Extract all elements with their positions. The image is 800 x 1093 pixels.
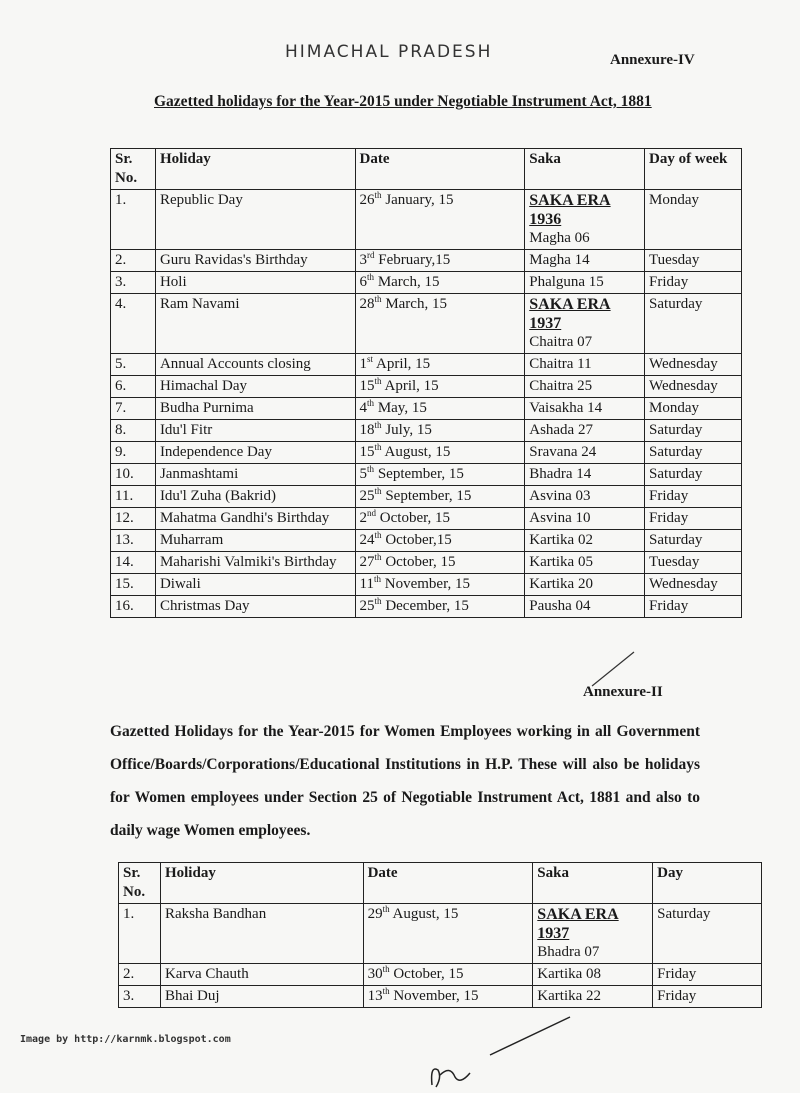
- date-month-year: October, 15: [381, 554, 456, 570]
- saka-cell: [525, 486, 645, 508]
- table-row: [111, 464, 742, 486]
- holiday-name: Maharishi Valmiki's Birthday: [155, 552, 355, 574]
- saka-date: Asvina 03: [529, 488, 591, 504]
- day-of-week: Saturday: [653, 904, 762, 964]
- date-day: 6: [359, 274, 368, 290]
- holiday-date: [355, 442, 525, 464]
- saka-era-label: SAKA ERA 1937: [537, 906, 619, 942]
- date-day: 3: [359, 252, 368, 268]
- date-suffix: th: [382, 986, 390, 996]
- date-month-year: May, 15: [374, 400, 427, 416]
- date-month-year: April, 15: [381, 378, 439, 394]
- holiday-name: Idu'l Fitr: [155, 420, 355, 442]
- date-day: 1: [359, 356, 368, 372]
- date-suffix: th: [374, 574, 382, 584]
- holiday-name: Annual Accounts closing: [155, 354, 355, 376]
- day-of-week: Saturday: [645, 530, 742, 552]
- day-of-week: Saturday: [645, 442, 742, 464]
- serial-number: 12.: [111, 508, 156, 530]
- holiday-name: Himachal Day: [155, 376, 355, 398]
- date-month-year: October,15: [381, 532, 452, 548]
- column-header: Day: [653, 863, 762, 904]
- table-row: [111, 596, 742, 618]
- holiday-name: Muharram: [155, 530, 355, 552]
- image-credit: Image by http://karnmk.blogspot.com: [20, 1034, 231, 1045]
- table-row: [111, 552, 742, 574]
- holiday-date: [355, 596, 525, 618]
- holiday-name: Janmashtami: [155, 464, 355, 486]
- saka-date: Pausha 04: [529, 598, 591, 614]
- holiday-date: [355, 376, 525, 398]
- date-month-year: July, 15: [381, 422, 432, 438]
- holiday-date: [355, 508, 525, 530]
- holiday-name: Ram Navami: [155, 294, 355, 354]
- table-row: [111, 250, 742, 272]
- date-day: 5: [359, 466, 368, 482]
- table-row: [111, 574, 742, 596]
- date-day: 25: [359, 598, 375, 614]
- saka-cell: [525, 294, 645, 354]
- saka-cell: [533, 986, 653, 1008]
- table-row: [111, 508, 742, 530]
- date-month-year: October, 15: [389, 966, 464, 982]
- day-of-week: Monday: [645, 190, 742, 250]
- holiday-date: [355, 530, 525, 552]
- table-row: [119, 986, 762, 1008]
- serial-number: 9.: [111, 442, 156, 464]
- holiday-name: Raksha Bandhan: [160, 904, 363, 964]
- saka-date: Magha 14: [529, 252, 590, 268]
- column-header: Saka: [525, 149, 645, 190]
- day-of-week: Friday: [645, 508, 742, 530]
- serial-number: 6.: [111, 376, 156, 398]
- serial-number: 10.: [111, 464, 156, 486]
- table-row: [111, 190, 742, 250]
- holiday-name: Mahatma Gandhi's Birthday: [155, 508, 355, 530]
- saka-date: Asvina 10: [529, 510, 591, 526]
- date-day: 27: [359, 554, 375, 570]
- date-day: 26: [359, 192, 375, 208]
- day-of-week: Friday: [645, 272, 742, 294]
- date-day: 11: [359, 576, 374, 592]
- date-month-year: February,15: [374, 252, 451, 268]
- holiday-date: [355, 398, 525, 420]
- day-of-week: Friday: [645, 596, 742, 618]
- saka-cell: [525, 398, 645, 420]
- handwritten-state-name: HIMACHAL PRADESH: [285, 42, 493, 62]
- table-row: [111, 398, 742, 420]
- holiday-date: [355, 294, 525, 354]
- pen-mark-icon: [590, 648, 640, 688]
- annexure-iv-label: Annexure-IV: [610, 52, 695, 68]
- date-suffix: th: [374, 420, 382, 430]
- date-suffix: th: [367, 398, 375, 408]
- date-month-year: October, 15: [376, 510, 451, 526]
- saka-date: Kartika 08: [537, 966, 602, 982]
- holiday-name: Karva Chauth: [160, 964, 363, 986]
- holiday-date: [355, 420, 525, 442]
- saka-cell: [525, 420, 645, 442]
- saka-date: Kartika 22: [537, 988, 602, 1004]
- column-header: Sr. No.: [111, 149, 156, 190]
- date-day: 15: [359, 378, 375, 394]
- day-of-week: Saturday: [645, 294, 742, 354]
- gazetted-holidays-table: [110, 148, 742, 618]
- serial-number: 14.: [111, 552, 156, 574]
- holiday-date: [355, 464, 525, 486]
- date-suffix: th: [374, 190, 382, 200]
- holiday-date: [363, 904, 533, 964]
- saka-date: Kartika 05: [529, 554, 593, 570]
- date-suffix: th: [382, 904, 390, 914]
- signature-icon: [420, 1015, 580, 1093]
- column-header: Date: [363, 863, 533, 904]
- table-row: [111, 272, 742, 294]
- saka-cell: [525, 272, 645, 294]
- day-of-week: Saturday: [645, 420, 742, 442]
- serial-number: 7.: [111, 398, 156, 420]
- serial-number: 13.: [111, 530, 156, 552]
- holiday-date: [355, 354, 525, 376]
- serial-number: 4.: [111, 294, 156, 354]
- date-day: 2: [359, 510, 368, 526]
- holiday-name: Bhai Duj: [160, 986, 363, 1008]
- table-row: [111, 376, 742, 398]
- date-month-year: September, 15: [374, 466, 464, 482]
- date-suffix: th: [374, 294, 382, 304]
- date-suffix: th: [374, 552, 382, 562]
- serial-number: 3.: [111, 272, 156, 294]
- saka-cell: [525, 596, 645, 618]
- table-row: [111, 354, 742, 376]
- serial-number: 2.: [119, 964, 161, 986]
- holiday-name: Diwali: [155, 574, 355, 596]
- holiday-date: [355, 190, 525, 250]
- holiday-name: Christmas Day: [155, 596, 355, 618]
- date-suffix: rd: [367, 250, 375, 260]
- saka-cell: [525, 552, 645, 574]
- day-of-week: Friday: [645, 486, 742, 508]
- day-of-week: Friday: [653, 964, 762, 986]
- table-row: [111, 420, 742, 442]
- serial-number: 11.: [111, 486, 156, 508]
- table-row: [111, 442, 742, 464]
- date-day: 24: [359, 532, 375, 548]
- saka-cell: [525, 250, 645, 272]
- column-header: Saka: [533, 863, 653, 904]
- saka-cell: [525, 354, 645, 376]
- saka-date: Chaitra 25: [529, 378, 593, 394]
- date-suffix: th: [374, 486, 382, 496]
- date-month-year: April, 15: [373, 356, 431, 372]
- day-of-week: Friday: [653, 986, 762, 1008]
- date-month-year: September, 15: [381, 488, 472, 504]
- table-header-row: [111, 149, 742, 190]
- holiday-date: [363, 964, 533, 986]
- date-day: 29: [367, 906, 383, 922]
- serial-number: 16.: [111, 596, 156, 618]
- date-day: 25: [359, 488, 375, 504]
- saka-cell: [525, 508, 645, 530]
- day-of-week: Tuesday: [645, 250, 742, 272]
- date-month-year: March, 15: [374, 274, 440, 290]
- holiday-date: [355, 250, 525, 272]
- day-of-week: Wednesday: [645, 574, 742, 596]
- saka-cell: [533, 964, 653, 986]
- saka-cell: [525, 442, 645, 464]
- holiday-name: Guru Ravidas's Birthday: [155, 250, 355, 272]
- saka-date: Sravana 24: [529, 444, 597, 460]
- date-suffix: th: [374, 530, 382, 540]
- holiday-name: Independence Day: [155, 442, 355, 464]
- saka-date: Vaisakha 14: [529, 400, 603, 416]
- saka-cell: [533, 904, 653, 964]
- serial-number: 5.: [111, 354, 156, 376]
- date-suffix: th: [367, 464, 375, 474]
- column-header: Holiday: [160, 863, 363, 904]
- holiday-name: Idu'l Zuha (Bakrid): [155, 486, 355, 508]
- holiday-date: [355, 486, 525, 508]
- column-header: Sr. No.: [119, 863, 161, 904]
- annexure-ii-label: Annexure-II: [583, 684, 663, 700]
- column-header: Holiday: [155, 149, 355, 190]
- holiday-date: [355, 272, 525, 294]
- table-header-row: [119, 863, 762, 904]
- day-of-week: Wednesday: [645, 376, 742, 398]
- date-suffix: th: [374, 376, 382, 386]
- serial-number: 15.: [111, 574, 156, 596]
- date-day: 18: [359, 422, 375, 438]
- serial-number: 2.: [111, 250, 156, 272]
- date-month-year: January, 15: [381, 192, 454, 208]
- date-day: 30: [367, 966, 383, 982]
- date-suffix: th: [382, 964, 390, 974]
- saka-date: Chaitra 11: [529, 356, 592, 372]
- date-suffix: st: [367, 354, 374, 364]
- saka-cell: [525, 530, 645, 552]
- date-month-year: November, 15: [381, 576, 470, 592]
- holiday-name: Budha Purnima: [155, 398, 355, 420]
- day-of-week: Tuesday: [645, 552, 742, 574]
- day-of-week: Saturday: [645, 464, 742, 486]
- column-header: Day of week: [645, 149, 742, 190]
- serial-number: 1.: [111, 190, 156, 250]
- saka-date: Phalguna 15: [529, 274, 604, 290]
- date-month-year: March, 15: [381, 296, 447, 312]
- saka-date: Magha 06: [529, 230, 590, 246]
- holiday-name: Republic Day: [155, 190, 355, 250]
- day-of-week: Wednesday: [645, 354, 742, 376]
- day-of-week: Monday: [645, 398, 742, 420]
- saka-date: Kartika 02: [529, 532, 593, 548]
- date-month-year: August, 15: [389, 906, 459, 922]
- women-holidays-table: [118, 862, 762, 1008]
- document-title: Gazetted holidays for the Year-2015 under Negotiable Instrument Act, 1881: [154, 93, 652, 110]
- saka-date: Chaitra 07: [529, 334, 593, 350]
- saka-date: Bhadra 14: [529, 466, 592, 482]
- date-day: 28: [359, 296, 375, 312]
- saka-cell: [525, 190, 645, 250]
- date-month-year: August, 15: [381, 444, 451, 460]
- table-row: [111, 486, 742, 508]
- saka-cell: [525, 464, 645, 486]
- holiday-name: Holi: [155, 272, 355, 294]
- date-day: 15: [359, 444, 375, 460]
- serial-number: 3.: [119, 986, 161, 1008]
- saka-cell: [525, 574, 645, 596]
- women-holidays-description: Gazetted Holidays for the Year-2015 for Women Employees working in all Government Office/Boards/Corporations/Educational Institutions in H.P. These will also be holidays for Women employees under Section 25 of Negotiable Instrument Act, 1881 and also to daily wage Women employees.: [110, 723, 700, 839]
- date-suffix: th: [374, 442, 382, 452]
- saka-cell: [525, 376, 645, 398]
- holiday-date: [363, 986, 533, 1008]
- column-header: Date: [355, 149, 525, 190]
- saka-era-label: SAKA ERA 1936: [529, 192, 611, 228]
- table-row: [119, 904, 762, 964]
- date-day: 4: [359, 400, 368, 416]
- saka-date: Ashada 27: [529, 422, 593, 438]
- table-row: [111, 294, 742, 354]
- date-suffix: th: [367, 272, 375, 282]
- table-row: [111, 530, 742, 552]
- serial-number: 8.: [111, 420, 156, 442]
- holiday-date: [355, 574, 525, 596]
- date-suffix: nd: [367, 508, 377, 518]
- date-suffix: th: [374, 596, 382, 606]
- date-month-year: November, 15: [389, 988, 479, 1004]
- saka-date: Bhadra 07: [537, 944, 600, 960]
- serial-number: 1.: [119, 904, 161, 964]
- date-day: 13: [367, 988, 383, 1004]
- holiday-date: [355, 552, 525, 574]
- table-row: [119, 964, 762, 986]
- saka-date: Kartika 20: [529, 576, 593, 592]
- saka-era-label: SAKA ERA 1937: [529, 296, 611, 332]
- date-month-year: December, 15: [381, 598, 469, 614]
